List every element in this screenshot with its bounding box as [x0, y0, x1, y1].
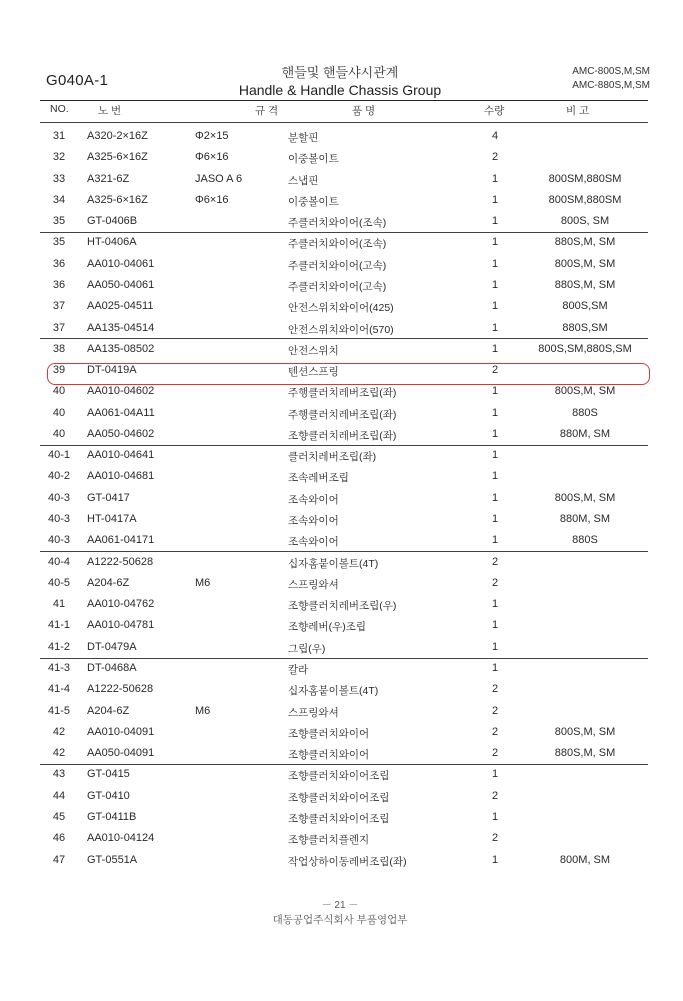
cell-part-name: 작업상하이동레버조립(좌) — [288, 855, 407, 868]
cell-row-no: 36 — [52, 278, 66, 291]
cell-part-number: AA135-04514 — [87, 321, 155, 334]
cell-part-number: GT-0551A — [87, 853, 138, 866]
cell-spec: M6 — [195, 576, 211, 589]
cell-part-name: 안전스위치와이어(570) — [288, 323, 394, 336]
table-row — [40, 445, 648, 466]
cell-part-number: DT-0468A — [87, 662, 137, 674]
table-row — [40, 764, 648, 785]
table-row — [40, 637, 648, 658]
table-row — [40, 147, 648, 168]
cell-remarks: 800S,SM,880S,SM — [538, 342, 632, 355]
cell-row-no: 44 — [52, 789, 66, 802]
cell-quantity: 1 — [491, 257, 499, 270]
cell-row-no: 35 — [52, 215, 66, 228]
table-row — [40, 403, 648, 424]
cell-row-no: 43 — [52, 768, 66, 781]
cell-part-name: 조속와이어 — [288, 536, 339, 549]
table-row — [40, 679, 648, 700]
cell-part-number: GT-0417 — [87, 491, 130, 504]
cell-quantity: 1 — [491, 619, 499, 632]
cell-row-no: 41-1 — [47, 619, 71, 632]
table-row — [40, 275, 648, 296]
cell-quantity: 2 — [491, 151, 499, 164]
cell-part-name: 조향클러치와이어조립 — [288, 770, 390, 783]
cell-part-name: 이중볼이트 — [288, 195, 339, 208]
cell-remarks: 800S,M, SM — [554, 257, 616, 270]
cell-row-no: 40-2 — [47, 470, 71, 483]
cell-remarks: 880S,M, SM — [554, 278, 616, 291]
cell-row-no: 41-3 — [47, 662, 71, 674]
cell-part-name: 조속와이어 — [288, 493, 339, 506]
cell-remarks: 880S,M, SM — [554, 236, 616, 249]
cell-spec: M6 — [195, 704, 211, 717]
cell-quantity: 1 — [491, 662, 499, 674]
footer-company: 대동공업주식회사 부품영업부 — [272, 914, 408, 926]
cell-part-number: DT-0419A — [87, 364, 137, 377]
cell-part-number: GT-0411B — [87, 810, 137, 823]
cell-row-no: 41-4 — [47, 683, 71, 696]
cell-quantity: 1 — [491, 427, 499, 440]
cell-part-name: 주클러치와이어(고속) — [288, 280, 387, 293]
column-header-qty: 수량 — [484, 105, 505, 117]
cell-part-number: AA010-04762 — [87, 598, 155, 611]
cell-quantity: 1 — [491, 534, 499, 547]
cell-remarks: 880S — [572, 534, 598, 547]
cell-quantity: 1 — [491, 491, 499, 504]
table-row — [40, 530, 648, 551]
table-row — [40, 211, 648, 232]
cell-part-number: AA010-04602 — [87, 385, 155, 398]
cell-quantity: 4 — [491, 130, 499, 142]
cell-part-number: DT-0479A — [87, 640, 137, 653]
highlight-box — [47, 363, 650, 385]
cell-part-number: AA010-04091 — [87, 725, 155, 738]
column-header-remarks: 비 고 — [566, 105, 590, 117]
cell-part-name: 주클러치와이어(조속) — [288, 217, 387, 230]
table-row — [40, 466, 648, 487]
table-row — [40, 722, 648, 743]
cell-part-name: 그립(우) — [288, 642, 326, 655]
column-header-no: NO. — [50, 103, 69, 115]
cell-part-number: AA010-04124 — [87, 832, 155, 845]
cell-row-no: 37 — [52, 321, 66, 334]
cell-remarks: 800S,SM — [562, 300, 608, 313]
cell-quantity: 2 — [491, 832, 499, 845]
cell-part-name: 조속와이어 — [288, 515, 339, 528]
cell-remarks: 800SM,880SM — [548, 172, 622, 185]
cell-part-number: A204-6Z — [87, 576, 130, 589]
cell-part-name: 조향클러치레버조립(좌) — [288, 429, 397, 442]
cell-remarks: 880S,SM — [562, 321, 608, 334]
table-row — [40, 807, 648, 828]
cell-part-number: A204-6Z — [87, 704, 130, 717]
cell-row-no: 40-3 — [47, 534, 71, 547]
cell-remarks: 800M, SM — [559, 853, 611, 866]
table-row — [40, 828, 648, 849]
cell-part-name: 주클러치와이어(조속) — [288, 238, 387, 251]
cell-remarks: 800S,M, SM — [554, 491, 616, 504]
cell-row-no: 32 — [52, 151, 66, 164]
cell-quantity: 1 — [491, 385, 499, 398]
cell-part-number: A325-6×16Z — [87, 193, 148, 206]
cell-part-name: 조향클러치플렌지 — [288, 834, 370, 847]
table-row — [40, 701, 648, 722]
cell-quantity: 2 — [491, 747, 499, 760]
cell-remarks: 880S — [572, 406, 598, 419]
column-header-part-no: 노 번 — [98, 105, 122, 117]
cell-quantity: 1 — [491, 215, 499, 228]
cell-part-name: 분할핀 — [288, 132, 319, 144]
cell-row-no: 40 — [52, 406, 66, 419]
cell-part-number: A1222-50628 — [87, 555, 154, 568]
cell-quantity: 1 — [491, 513, 499, 526]
table-row — [40, 658, 648, 679]
cell-part-number: HT-0417A — [87, 513, 137, 526]
cell-quantity: 2 — [491, 725, 499, 738]
cell-row-no: 46 — [52, 832, 66, 845]
table-row — [40, 232, 648, 253]
table-row — [40, 424, 648, 445]
cell-row-no: 42 — [52, 747, 66, 760]
cell-quantity: 1 — [491, 193, 499, 206]
cell-part-name: 안전스위치 — [288, 344, 339, 357]
cell-quantity: 1 — [491, 810, 499, 823]
cell-part-number: A1222-50628 — [87, 683, 154, 696]
table-row — [40, 552, 648, 573]
cell-quantity: 2 — [491, 683, 499, 696]
cell-part-name: 십자홈붙이볼트(4T) — [288, 685, 379, 698]
cell-part-number: AA010-04641 — [87, 449, 155, 462]
cell-quantity: 1 — [491, 449, 499, 462]
cell-part-number: AA050-04091 — [87, 747, 155, 760]
cell-part-number: AA135-08502 — [87, 342, 155, 355]
cell-part-number: AA025-04511 — [87, 300, 154, 313]
table-row — [40, 339, 648, 360]
cell-row-no: 40-1 — [47, 449, 71, 462]
cell-row-no: 40 — [52, 385, 66, 398]
cell-part-number: AA061-04A11 — [87, 406, 155, 419]
cell-row-no: 38 — [52, 342, 66, 355]
cell-part-name: 클러치레버조립(좌) — [288, 451, 377, 464]
cell-spec: Φ2×15 — [195, 130, 229, 142]
cell-part-name: 조향클러치와이어조립 — [288, 812, 390, 825]
cell-remarks: 880M, SM — [559, 513, 611, 526]
cell-part-number: AA010-04781 — [87, 619, 155, 632]
table-row — [40, 615, 648, 636]
cell-part-name: 안전스위치와이어(425) — [288, 302, 394, 315]
cell-row-no: 35 — [52, 236, 66, 249]
cell-part-name: 조향클러치와이어 — [288, 727, 370, 740]
table-row — [40, 126, 648, 147]
cell-part-name: 조향클러치레버조립(우) — [288, 600, 397, 613]
cell-row-no: 40-4 — [47, 555, 71, 568]
cell-part-name: 주클러치와이어(고속) — [288, 259, 387, 272]
cell-quantity: 2 — [491, 364, 499, 377]
cell-remarks: 880M, SM — [559, 427, 611, 440]
cell-row-no: 36 — [52, 257, 66, 270]
cell-part-name: 칼라 — [288, 664, 309, 676]
cell-part-number: AA050-04602 — [87, 427, 155, 440]
cell-quantity: 1 — [491, 406, 499, 419]
table-row — [40, 190, 648, 211]
cell-part-name: 조향레버(우)조립 — [288, 621, 366, 634]
model-label-2: AMC-880S,M,SM — [572, 80, 650, 91]
cell-part-number: A321-6Z — [87, 172, 130, 185]
cell-quantity: 1 — [491, 598, 499, 611]
cell-part-name: 조속레버조립 — [288, 472, 349, 485]
cell-part-name: 스프링와셔 — [288, 706, 339, 719]
cell-part-name: 스프링와셔 — [288, 578, 339, 591]
title-korean: 핸들및 핸들샤시관계 — [281, 65, 399, 80]
cell-row-no: 40-3 — [47, 513, 71, 526]
header-bottom-rule — [40, 122, 648, 123]
cell-quantity: 1 — [491, 470, 499, 483]
title-english: Handle & Handle Chassis Group — [238, 82, 442, 98]
cell-row-no: 33 — [52, 172, 66, 185]
cell-quantity: 1 — [491, 300, 499, 313]
cell-remarks: 880S,M, SM — [554, 747, 616, 760]
table-row — [40, 594, 648, 615]
cell-row-no: 40-3 — [47, 491, 71, 504]
cell-quantity: 1 — [491, 172, 499, 185]
table-row — [40, 786, 648, 807]
cell-row-no: 39 — [52, 364, 66, 377]
cell-part-number: GT-0415 — [87, 768, 130, 781]
cell-quantity: 1 — [491, 853, 499, 866]
cell-spec: JASO A 6 — [195, 172, 243, 185]
cell-remarks: 800S,M, SM — [554, 385, 616, 398]
cell-part-name: 스냅핀 — [288, 174, 319, 187]
cell-quantity: 2 — [491, 576, 499, 589]
table-row — [40, 509, 648, 530]
column-header-name: 품 명 — [352, 105, 376, 117]
cell-spec: Φ6×16 — [195, 151, 229, 164]
cell-quantity: 1 — [491, 278, 499, 291]
cell-quantity: 2 — [491, 555, 499, 568]
cell-row-no: 34 — [52, 193, 66, 206]
table-row — [40, 850, 648, 871]
cell-row-no: 41 — [52, 598, 66, 611]
table-row — [40, 488, 648, 509]
table-row — [40, 254, 648, 275]
table-row — [40, 743, 648, 764]
cell-quantity: 1 — [491, 640, 499, 653]
cell-quantity: 2 — [491, 704, 499, 717]
cell-remarks: 800SM,880SM — [548, 193, 622, 206]
cell-part-name: 십자홈붙이볼트(4T) — [288, 557, 379, 570]
cell-part-number: A320-2×16Z — [87, 130, 148, 142]
cell-quantity: 1 — [491, 342, 499, 355]
cell-part-number: GT-0410 — [87, 789, 130, 802]
cell-part-number: AA010-04681 — [87, 470, 155, 483]
column-header-spec: 규 격 — [255, 105, 279, 117]
table-row — [40, 169, 648, 190]
model-label-1: AMC-800S,M,SM — [572, 66, 650, 77]
cell-row-no: 45 — [52, 810, 66, 823]
cell-part-number: A325-6×16Z — [87, 151, 148, 164]
table-row — [40, 318, 648, 339]
cell-spec: Φ6×16 — [195, 193, 229, 206]
cell-row-no: 41-2 — [47, 640, 71, 653]
cell-quantity: 1 — [491, 236, 499, 249]
cell-row-no: 40-5 — [47, 576, 71, 589]
page-number: － 21 － — [321, 900, 359, 911]
cell-part-number: AA010-04061 — [87, 257, 155, 270]
cell-row-no: 41-5 — [47, 704, 71, 717]
cell-row-no: 31 — [52, 130, 66, 142]
table-row — [40, 573, 648, 594]
cell-part-number: GT-0406B — [87, 215, 138, 228]
cell-remarks: 800S,M, SM — [554, 725, 616, 738]
cell-part-name: 주행클러치레버조립(좌) — [288, 408, 397, 421]
document-code: G040A-1 — [46, 72, 109, 89]
cell-part-name: 텐션스프링 — [288, 366, 339, 379]
cell-part-name: 조향클러치와이어 — [288, 749, 370, 762]
cell-part-name: 이중볼이트 — [288, 153, 339, 166]
cell-part-number: AA061-04171 — [87, 534, 155, 547]
cell-row-no: 37 — [52, 300, 66, 313]
cell-part-number: HT-0406A — [87, 236, 137, 249]
cell-quantity: 1 — [491, 321, 499, 334]
cell-part-number: AA050-04061 — [87, 278, 155, 291]
cell-row-no: 42 — [52, 725, 66, 738]
cell-remarks: 800S, SM — [560, 215, 610, 228]
cell-quantity: 1 — [491, 768, 499, 781]
cell-part-name: 주행클러치레버조립(좌) — [288, 387, 397, 400]
cell-quantity: 2 — [491, 789, 499, 802]
cell-part-name: 조향클러치와이어조립 — [288, 791, 390, 804]
header-top-rule — [40, 100, 648, 101]
cell-row-no: 40 — [52, 427, 66, 440]
table-row — [40, 296, 648, 317]
cell-row-no: 47 — [52, 853, 66, 866]
